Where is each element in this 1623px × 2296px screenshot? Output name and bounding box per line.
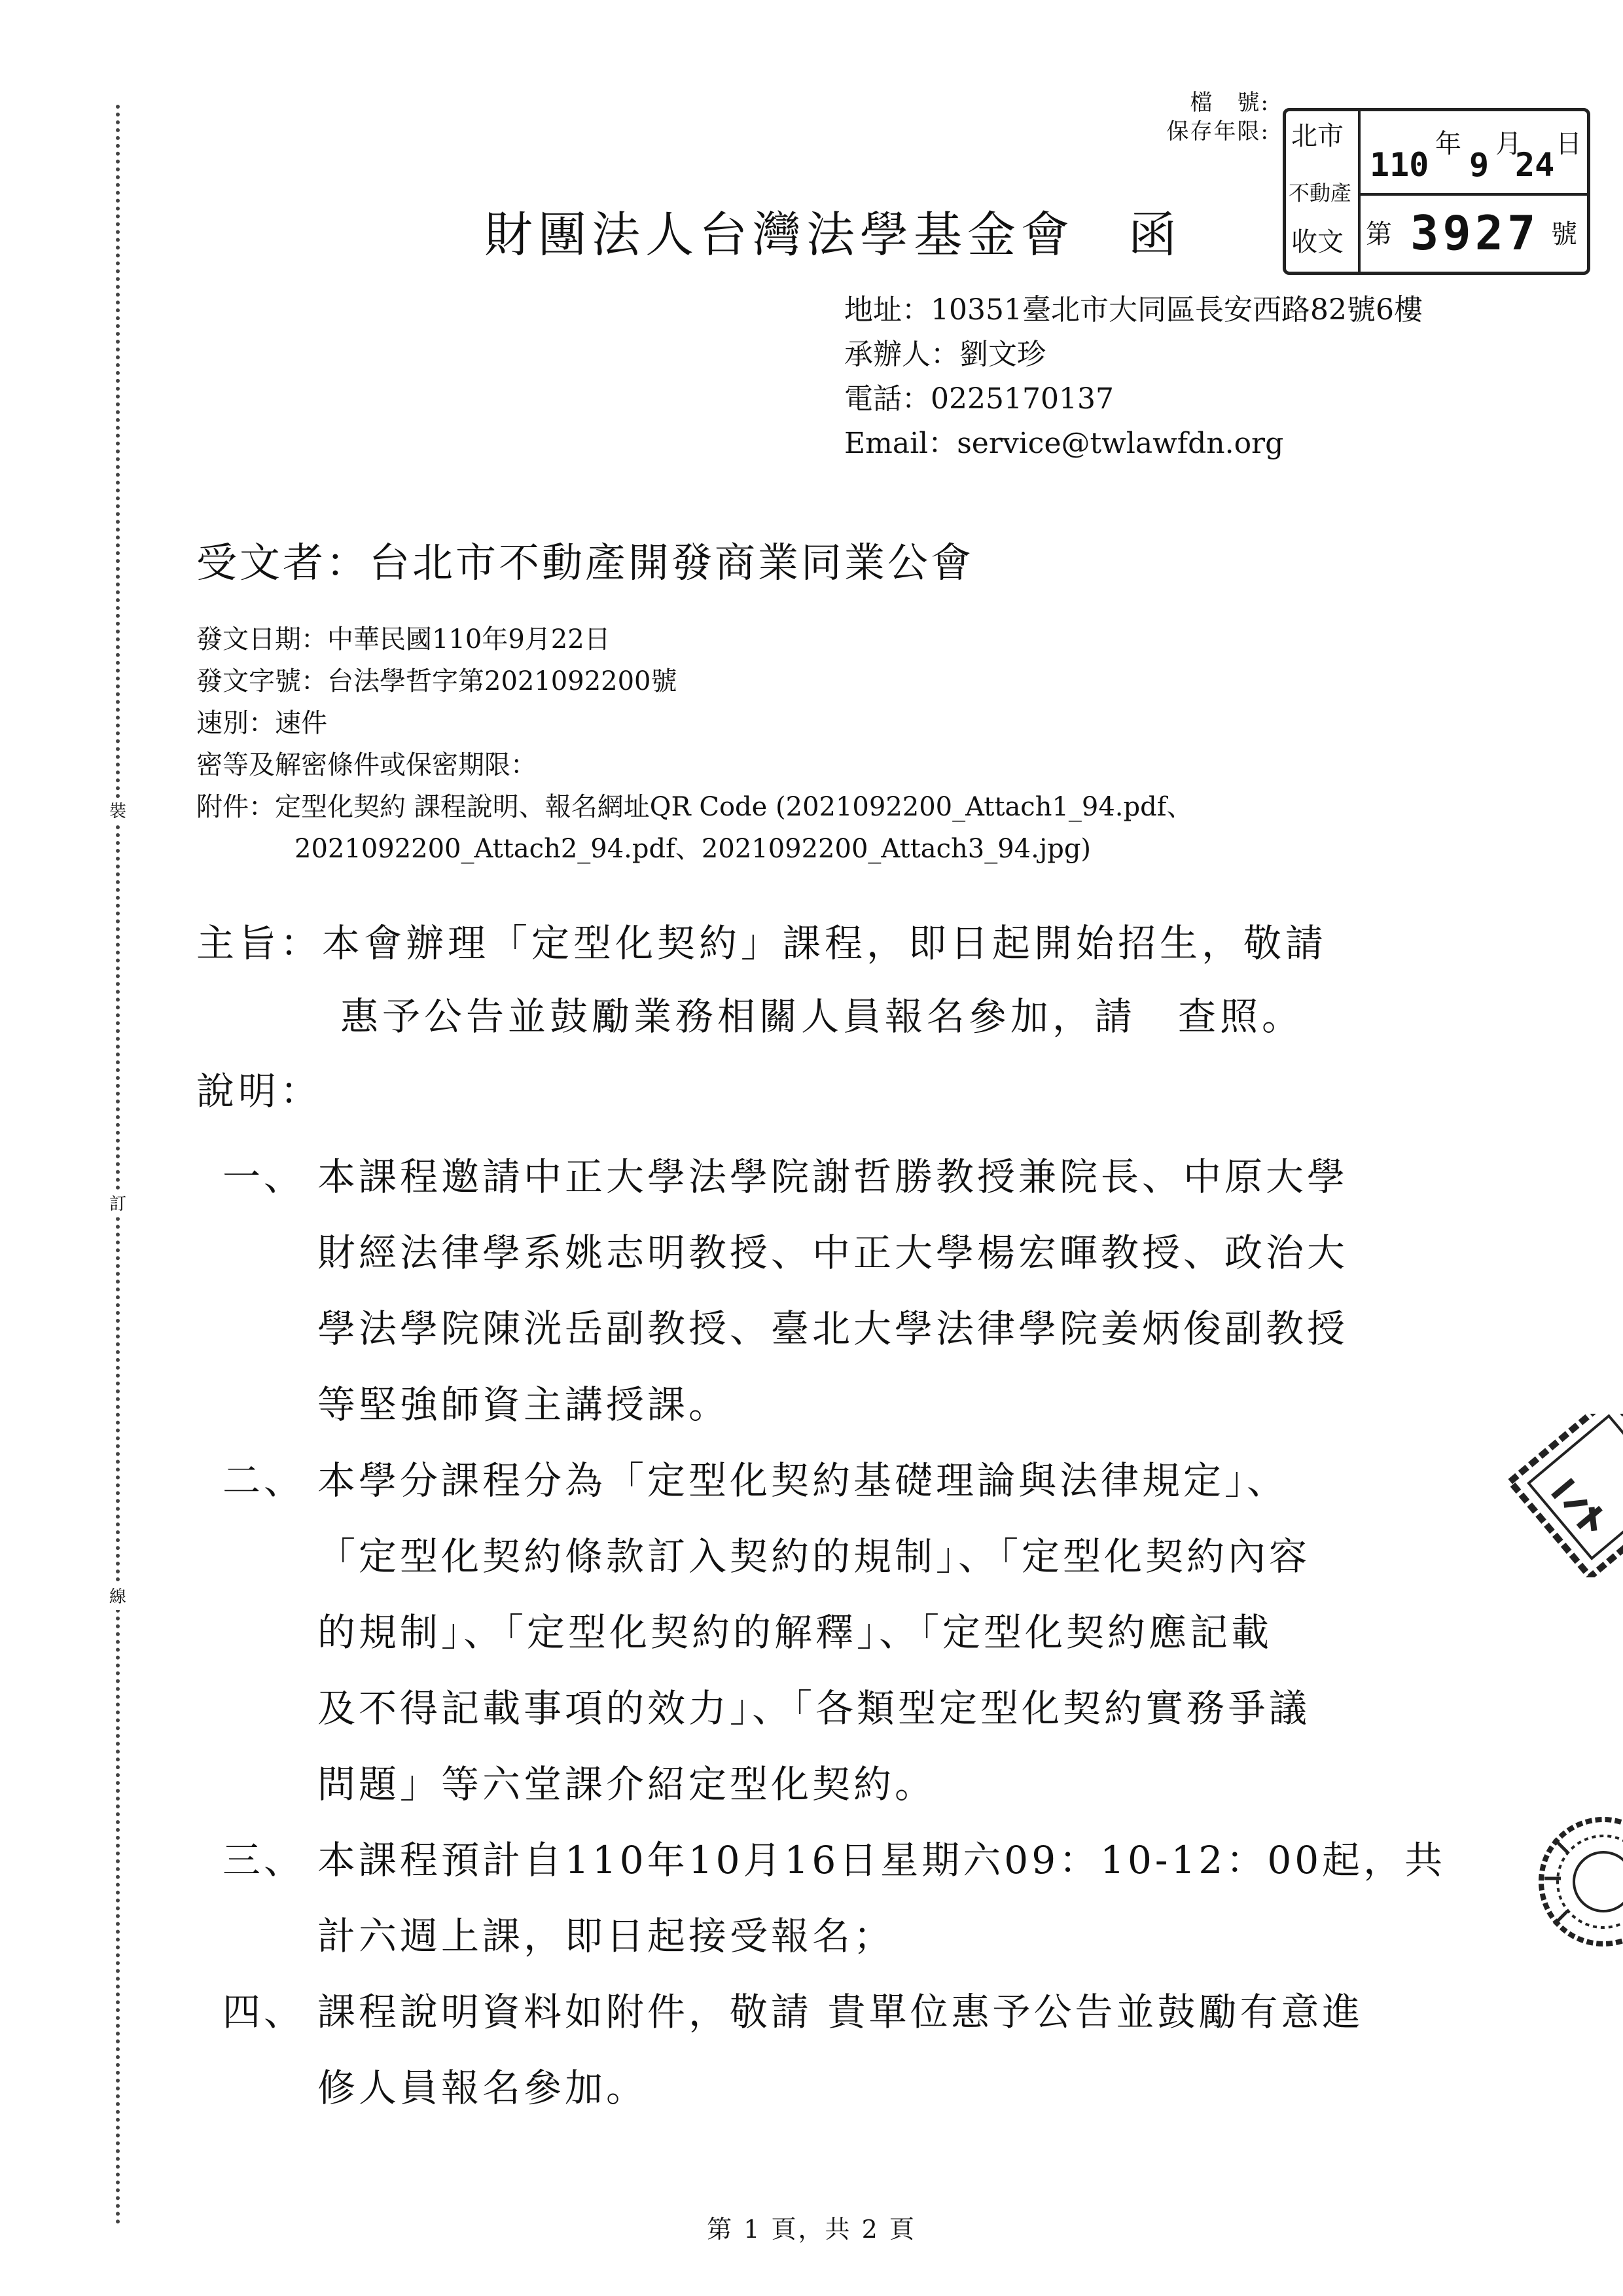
binding-mark-middle: 訂: [98, 1191, 137, 1217]
subject: [196, 906, 1440, 1053]
explanation-item-2: [223, 1443, 1453, 1822]
subject-line-2: 惠予公告並鼓勵業務相關人員報名參加，請 查照。: [340, 994, 1304, 1039]
page-number: 第 1 頁，共 2 頁: [707, 2215, 916, 2244]
issue-date: 發文日期：中華民國110年9月22日: [196, 624, 611, 655]
item-line: 等堅強師資主講授課。: [317, 1382, 730, 1427]
binding-mark-bottom: 線: [98, 1584, 137, 1610]
item-line: 學法學院陳洸岳副教授、臺北大學法律學院姜炳俊副教授: [317, 1306, 1349, 1351]
stamp-month: 9: [1469, 146, 1489, 184]
explanation-heading: 說明：: [196, 1069, 323, 1113]
subject-line-1: 主旨：本會辦理「定型化契約」課程，即日起開始招生，敬請: [196, 921, 1328, 965]
stamp-month-char: 月: [1495, 129, 1522, 159]
item-line: 問題」等六堂課介紹定型化契約。: [317, 1762, 936, 1806]
item-number: 三、: [223, 1838, 306, 1882]
item-number: 二、: [223, 1458, 306, 1503]
partial-seal-top-icon: [1499, 1414, 1623, 1577]
recipient: 受文者：台北市不動產開發商業同業公會: [196, 539, 974, 586]
sender-phone: 電話：0225170137: [844, 382, 1114, 416]
partial-seal-bottom-icon: [1505, 1813, 1623, 1950]
stamp-seq-number: 3927: [1410, 206, 1540, 260]
binding-mark-top: 裝: [98, 798, 137, 825]
item-line: 「定型化契約條款訂入契約的規制」、「定型化契約內容: [317, 1534, 1311, 1579]
stamp-org-mid: 不動產: [1289, 181, 1352, 206]
file-info: [1086, 88, 1270, 146]
sender-info: [844, 288, 1472, 466]
document-meta: [196, 619, 1440, 870]
item-line: 本課程邀請中正大學法學院謝哲勝教授兼院長、中原大學: [317, 1155, 1349, 1199]
attachments-line-1: 附件：定型化契約 課程說明、報名網址QR Code (2021092200_Attach1_94.pdf、: [196, 792, 1193, 822]
item-line: 財經法律學系姚志明教授、中正大學楊宏暉教授、政治大: [317, 1230, 1349, 1275]
stamp-year-char: 年: [1435, 129, 1461, 159]
item-line: 的規制」、「定型化契約的解釋」、「定型化契約應記載: [317, 1610, 1273, 1655]
binding-dotted-line: [116, 105, 120, 2225]
stamp-org-top: 北市: [1291, 121, 1344, 151]
stamp-day-char: 日: [1556, 129, 1582, 159]
archive-number-label: 檔 號:: [1190, 90, 1270, 116]
sender-contact: 承辦人：劉文珍: [844, 338, 1046, 371]
item-number: 四、: [223, 1990, 306, 2034]
stamp-seq-prefix: 第: [1366, 219, 1392, 249]
binding-line: [98, 105, 137, 2225]
explanation-item-1: [223, 1139, 1453, 1443]
item-line: 本學分課程分為「定型化契約基礎理論與法律規定」、: [317, 1458, 1289, 1503]
explanation-item-3: [223, 1822, 1453, 1974]
explanation-items: [223, 1139, 1453, 2126]
item-line: 計六週上課，即日起接受報名；: [317, 1914, 895, 1958]
speed-class: 速別：速件: [196, 708, 327, 738]
item-line: 及不得記載事項的效力」、「各類型定型化契約實務爭議: [317, 1686, 1311, 1731]
item-number: 一、: [223, 1155, 306, 1199]
retention-label: 保存年限:: [1166, 118, 1270, 145]
stamp-org-bottom: 收文: [1291, 227, 1344, 257]
explanation-item-4: [223, 1974, 1453, 2126]
stamp-seq-suffix: 號: [1551, 219, 1577, 249]
stamp-year: 110: [1370, 146, 1429, 184]
item-line: 課程說明資料如附件，敬請 貴單位惠予公告並鼓勵有意進: [317, 1990, 1364, 2034]
receipt-stamp: [1283, 108, 1590, 275]
sender-email: Email：service@twlawfdn.org: [844, 427, 1284, 460]
secrecy-class: 密等及解密條件或保密期限：: [196, 750, 537, 780]
attachments-line-2: 2021092200_Attach2_94.pdf、2021092200_Attach3_94.jpg): [294, 834, 1092, 864]
stamp-day: 24: [1515, 146, 1555, 184]
item-line: 本課程預計自110年10月16日星期六09：10-12：00起，共: [317, 1838, 1446, 1882]
item-line: 修人員報名參加。: [317, 2066, 648, 2110]
document-title: 財團法人台灣法學基金會 函: [484, 207, 1182, 263]
sender-address: 地址：10351臺北市大同區長安西路82號6樓: [844, 293, 1423, 327]
document-number: 發文字號：台法學哲字第2021092200號: [196, 666, 677, 696]
